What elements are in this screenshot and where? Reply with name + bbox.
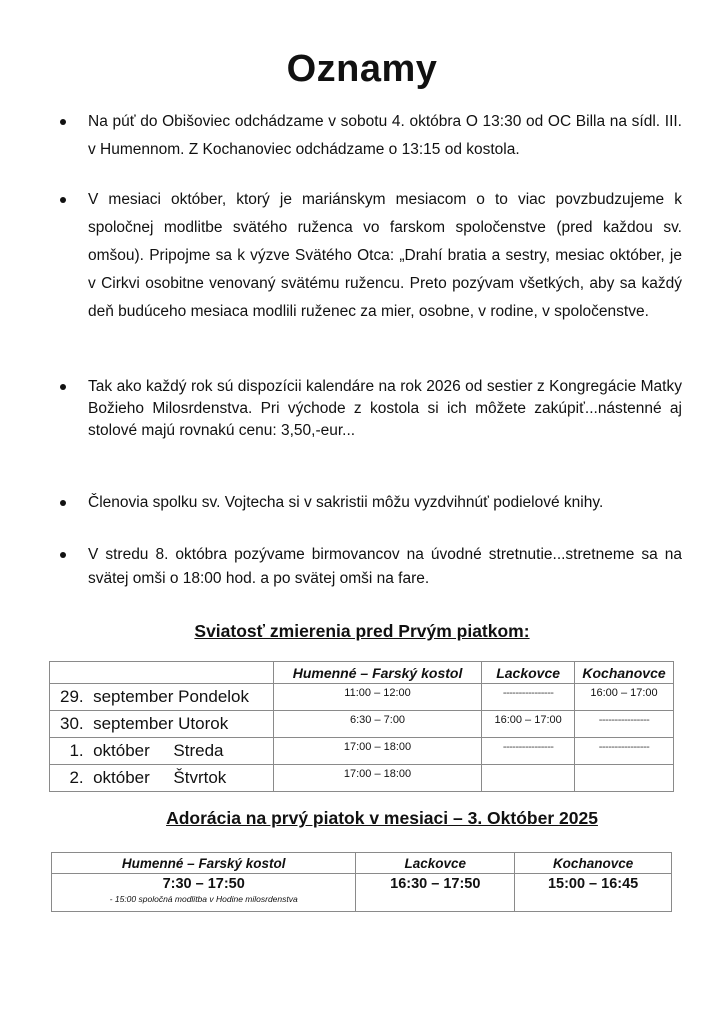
table-row — [50, 738, 674, 765]
time-cell-humenne: 6:30 – 7:00 — [273, 711, 481, 738]
day-cell: 30. september Utorok — [50, 711, 274, 738]
announcement-item — [60, 186, 682, 326]
announcement-text: Tak ako každý rok sú dispozícii kalendáre na rok 2026 od sestier z Kongregácie Matky Božieho Milosrdenstva. Pri východe z kostola si ich môžete zakúpiť...nástenné aj stolové majú rovnakú cenu: 3,50,-eur... — [88, 378, 682, 439]
time-cell-kochanovce: 16:00 – 17:00 — [575, 684, 674, 711]
time-cell-lackovce: 16:30 – 17:50 — [356, 874, 515, 912]
announcement-item — [60, 543, 682, 591]
header-cell-humenne: Humenné – Farský kostol — [52, 853, 356, 874]
time-cell-humenne: 17:00 – 18:00 — [273, 765, 481, 792]
day-cell: 1. október Streda — [50, 738, 274, 765]
day-cell: 2. október Štvrtok — [50, 765, 274, 792]
header-cell-humenne: Humenné – Farský kostol — [273, 662, 481, 684]
header-cell-kochanovce: Kochanovce — [575, 662, 674, 684]
bullet-icon — [60, 500, 66, 506]
header-cell-day — [50, 662, 274, 684]
time-cell-humenne: 17:00 – 18:00 — [273, 738, 481, 765]
announcement-text: Členovia spolku sv. Vojtecha si v sakristii môžu vyzdvihnúť podielové knihy. — [88, 494, 604, 511]
header-cell-lackovce: Lackovce — [356, 853, 515, 874]
adoration-table — [51, 852, 672, 912]
bullet-icon — [60, 384, 66, 390]
announcement-text: Na púť do Obišoviec odchádzame v sobotu 4. októbra O 13:30 od OC Billa na sídl. III. v Humennom. Z Kochanoviec odchádzame o 13:15 od kostola. — [88, 113, 682, 158]
announcement-text: V stredu 8. októbra pozývame birmovancov na úvodné stretnutie...stretneme sa na svätej omši o 18:00 hod. a po svätej omši na fare. — [88, 546, 682, 587]
table-row — [52, 874, 672, 912]
time-cell-lackovce: ---------------- — [482, 738, 575, 765]
header-cell-lackovce: Lackovce — [482, 662, 575, 684]
announcement-item — [60, 492, 682, 514]
bullet-icon — [60, 119, 66, 125]
bullet-icon — [60, 552, 66, 558]
confession-title: Sviatosť zmierenia pred Prvým piatkom: — [194, 621, 530, 641]
day-cell: 29. september Pondelok — [50, 684, 274, 711]
time-cell-humenne — [52, 874, 356, 912]
time-cell-kochanovce: 15:00 – 16:45 — [515, 874, 672, 912]
header-cell-kochanovce: Kochanovce — [515, 853, 672, 874]
table-header-row — [50, 662, 674, 684]
time-cell-lackovce — [482, 765, 575, 792]
announcement-item — [60, 108, 682, 164]
time-cell-lackovce: 16:00 – 17:00 — [482, 711, 575, 738]
table-row — [50, 765, 674, 792]
time-cell-kochanovce: ---------------- — [575, 738, 674, 765]
table-header-row — [52, 853, 672, 874]
table-row — [50, 684, 674, 711]
time-cell-lackovce: ---------------- — [482, 684, 575, 711]
bullet-icon — [60, 197, 66, 203]
table-row — [50, 711, 674, 738]
time-humenne: 7:30 – 17:50 — [162, 876, 245, 892]
announcement-item — [60, 376, 682, 442]
time-cell-kochanovce — [575, 765, 674, 792]
adoration-note: - 15:00 spoločná modlitba v Hodine milosrdenstva — [109, 894, 298, 904]
time-cell-kochanovce: ---------------- — [575, 711, 674, 738]
page-title: Oznamy — [286, 48, 438, 90]
time-cell-humenne: 11:00 – 12:00 — [273, 684, 481, 711]
adoration-title: Adorácia na prvý piatok v mesiaci – 3. Október 2025 — [166, 808, 598, 828]
announcement-text: V mesiaci október, ktorý je mariánskym mesiacom o to viac povzbudzujeme k spoločnej modlitbe svätého ruženca vo farskom spoločenstve (pred každou sv. omšou). Pripojme sa k výzve Svätého Otca: „Drahí bratia a sestry, mesiac október, je v Cirkvi osobitne venovaný svätému ružencu. Preto pozývam všetkých, aby sa každý deň budúceho mesiaca modlili ruženec za mier, osobne, v rodine, v spoločenstve. — [88, 191, 682, 320]
confession-table — [49, 661, 674, 792]
